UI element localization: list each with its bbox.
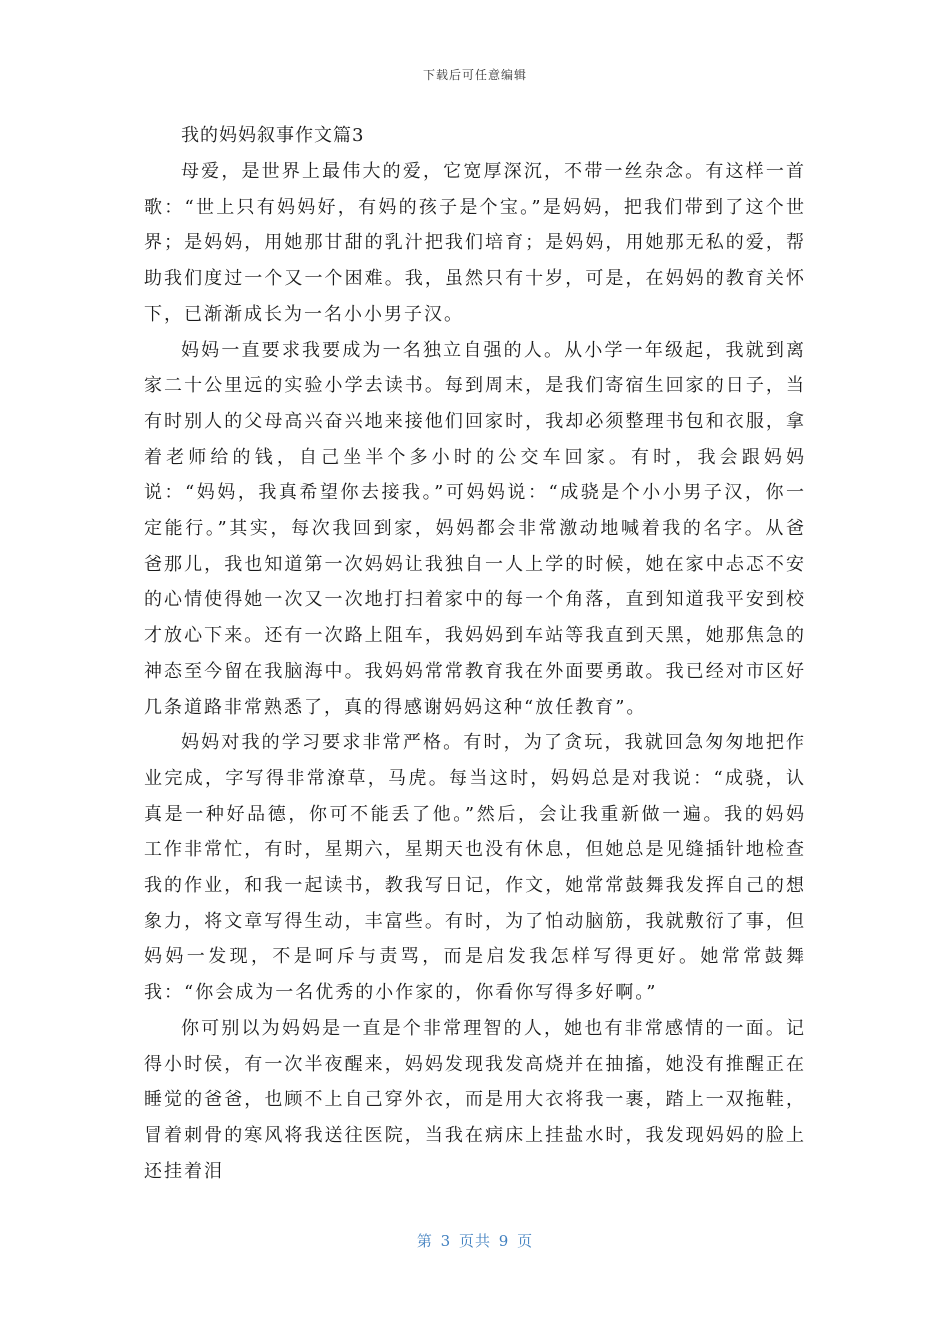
document-body [144, 118, 806, 1189]
paragraph: 母爱，是世界上最伟大的爱，它宽厚深沉，不带一丝杂念。有这样一首歌：“世上只有妈妈好，有妈的孩子是个宝。”是妈妈，把我们带到了这个世界；是妈妈，用她那甘甜的乳汁把我们培育；是妈妈，用她那无私的爱，帮助我们度过一个又一个困难。我，虽然只有十岁，可是，在妈妈的教育关怀下，已渐渐成长为一名小小男子汉。 [144, 161, 806, 325]
page-footer [0, 1230, 950, 1251]
footer-middle: 页共 [458, 1232, 491, 1250]
paragraph: 妈妈一直要求我要成为一名独立自强的人。从小学一年级起，我就到离家二十公里远的实验小学去读书。每到周末，是我们寄宿生回家的日子，当有时别人的父母高兴奋兴地来接他们回家时，我却必须整理书包和衣服，拿着老师给的钱，自己坐半个多小时的公交车回家。有时，我会跟妈妈说：“妈妈，我真希望你去接我。”可妈妈说：“成骁是个小小男子汉，你一定能行。”其实，每次我回到家，妈妈都会非常激动地喊着我的名字。从爸爸那儿，我也知道第一次妈妈让我独自一人上学的时候，她在家中忐忑不安的心情使得她一次又一次地打扫着家中的每一个角落，直到知道我平安到校才放心下来。还有一次路上阻车，我妈妈到车站等我直到天黑，她那焦急的神态至今留在我脑海中。我妈妈常常教育我在外面要勇敢。我已经对市区好几条道路非常熟悉了，真的得感谢妈妈这种“放任教育”。 [144, 339, 806, 718]
footer-suffix: 页 [517, 1232, 534, 1250]
paragraph: 你可别以为妈妈是一直是个非常理智的人，她也有非常感情的一面。记得小时侯，有一次半夜醒来，妈妈发现我发高烧并在抽搐，她没有推醒正在睡觉的爸爸，也顾不上自己穿外衣，而是用大衣将我一裹，踏上一双拖鞋，冒着刺骨的寒风将我送往医院，当我在病床上挂盐水时，我发现妈妈的脸上还挂着泪 [144, 1017, 806, 1182]
total-pages-number: 9 [498, 1232, 510, 1250]
current-page-number: 3 [440, 1232, 452, 1250]
page-header: 下载后可任意编辑 [422, 68, 527, 82]
footer-prefix: 第 [416, 1232, 433, 1250]
paragraph: 妈妈对我的学习要求非常严格。有时，为了贪玩，我就回急匆匆地把作业完成，字写得非常潦草，马虎。每当这时，妈妈总是对我说：“成骁，认真是一种好品德，你可不能丢了他。”然后，会让我重新做一遍。我的妈妈工作非常忙，有时，星期六，星期天也没有休息，但她总是见缝插针地检查我的作业，和我一起读书，教我写日记，作文，她常常鼓舞我发挥自己的想象力，将文章写得生动，丰富些。有时，为了怕动脑筋，我就敷衍了事，但妈妈一发现，不是呵斥与责骂，而是启发我怎样写得更好。她常常鼓舞我：“你会成为一名优秀的小作家的，你看你写得多好啊。” [144, 732, 806, 1004]
document-title: 我的妈妈叙事作文篇3 [181, 125, 365, 146]
